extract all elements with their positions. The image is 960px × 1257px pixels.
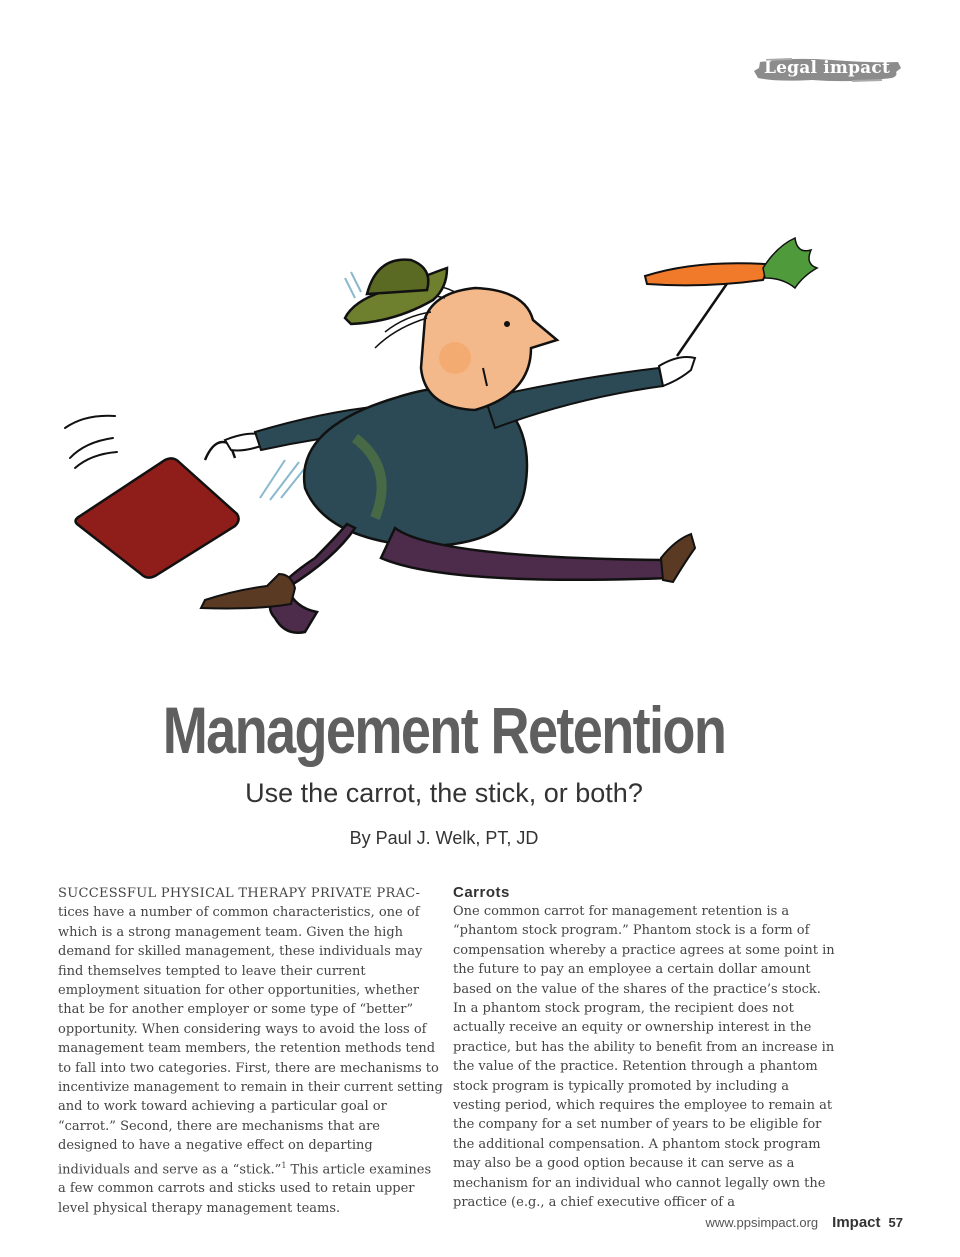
- section-heading-carrots: Carrots: [453, 884, 510, 901]
- carrot-greens: [763, 238, 817, 288]
- intro-body-continued: This article examines a few common carrots and sticks used to retain upper level physical therapy management teams.: [58, 1162, 432, 1216]
- back-shoe: [201, 574, 295, 609]
- footer-brand: Impact: [832, 1214, 881, 1231]
- briefcase: [76, 442, 239, 578]
- carrots-paragraph: One common carrot for management retention is a “phantom stock program.” Phantom stock is a form of compensation whereby a practice agrees at some point in the future to pay an employee a certain dollar amount based on the value of the shares of the practice’s stock. In a phantom stock program, the recipient does not actually receive an equity or ownership interest in the practice, but has the ability to benefit from an increase in the value of the practice. Retention through a phantom stock program is typically promoted by including a vesting period, which requires the employee to remain at the company for a set number of years to be eligible for the additional compensation. A phantom stock program may also be a good option because it can serve as a mechanism for an individual who cannot legally own the practice (e.g., a chief executive officer of a: [453, 904, 835, 1211]
- article-headline: Management Retention: [162, 693, 726, 767]
- intro-body: tices have a number of common characteristics, one of which is a strong management team. Given the high demand for skilled management, these individuals may find themselves tempted to leave their current employment situation for other opportunities, whether that be for another employer or some type of “better” opportunity. When considering ways to avoid the loss of management team members, the retention methods tend to fall into two categories. First, there are mechanisms to incentivize management to remain in their current setting and to work toward achieving a particular goal or “carrot.” Second, there are mechanisms that are designed to have a negative effect on departing individuals and serve as a “stick.”: [58, 905, 443, 1178]
- section-tag-label: Legal impact: [764, 58, 890, 78]
- eye: [504, 321, 510, 327]
- article-subhead: Use the carrot, the stick, or both?: [245, 778, 643, 808]
- left-column: [58, 884, 443, 1218]
- lead-caps: SUCCESSFUL PHYSICAL THERAPY PRIVATE PRAC-: [58, 886, 421, 901]
- footer-url[interactable]: www.ppsimpact.org: [705, 1215, 819, 1230]
- article-byline: By Paul J. Welk, PT, JD: [349, 828, 539, 848]
- page-footer: [705, 1214, 903, 1231]
- front-hand: [659, 357, 695, 386]
- page-number: 57: [888, 1215, 903, 1230]
- carrot: [645, 263, 766, 285]
- section-tag: [752, 56, 902, 84]
- front-shoe: [661, 534, 695, 582]
- footnote-mark: 1: [281, 1160, 287, 1170]
- right-column: [453, 884, 838, 1213]
- motion-lines: [65, 416, 117, 468]
- running-man-illustration: [55, 228, 845, 648]
- intro-paragraph: [58, 884, 443, 1218]
